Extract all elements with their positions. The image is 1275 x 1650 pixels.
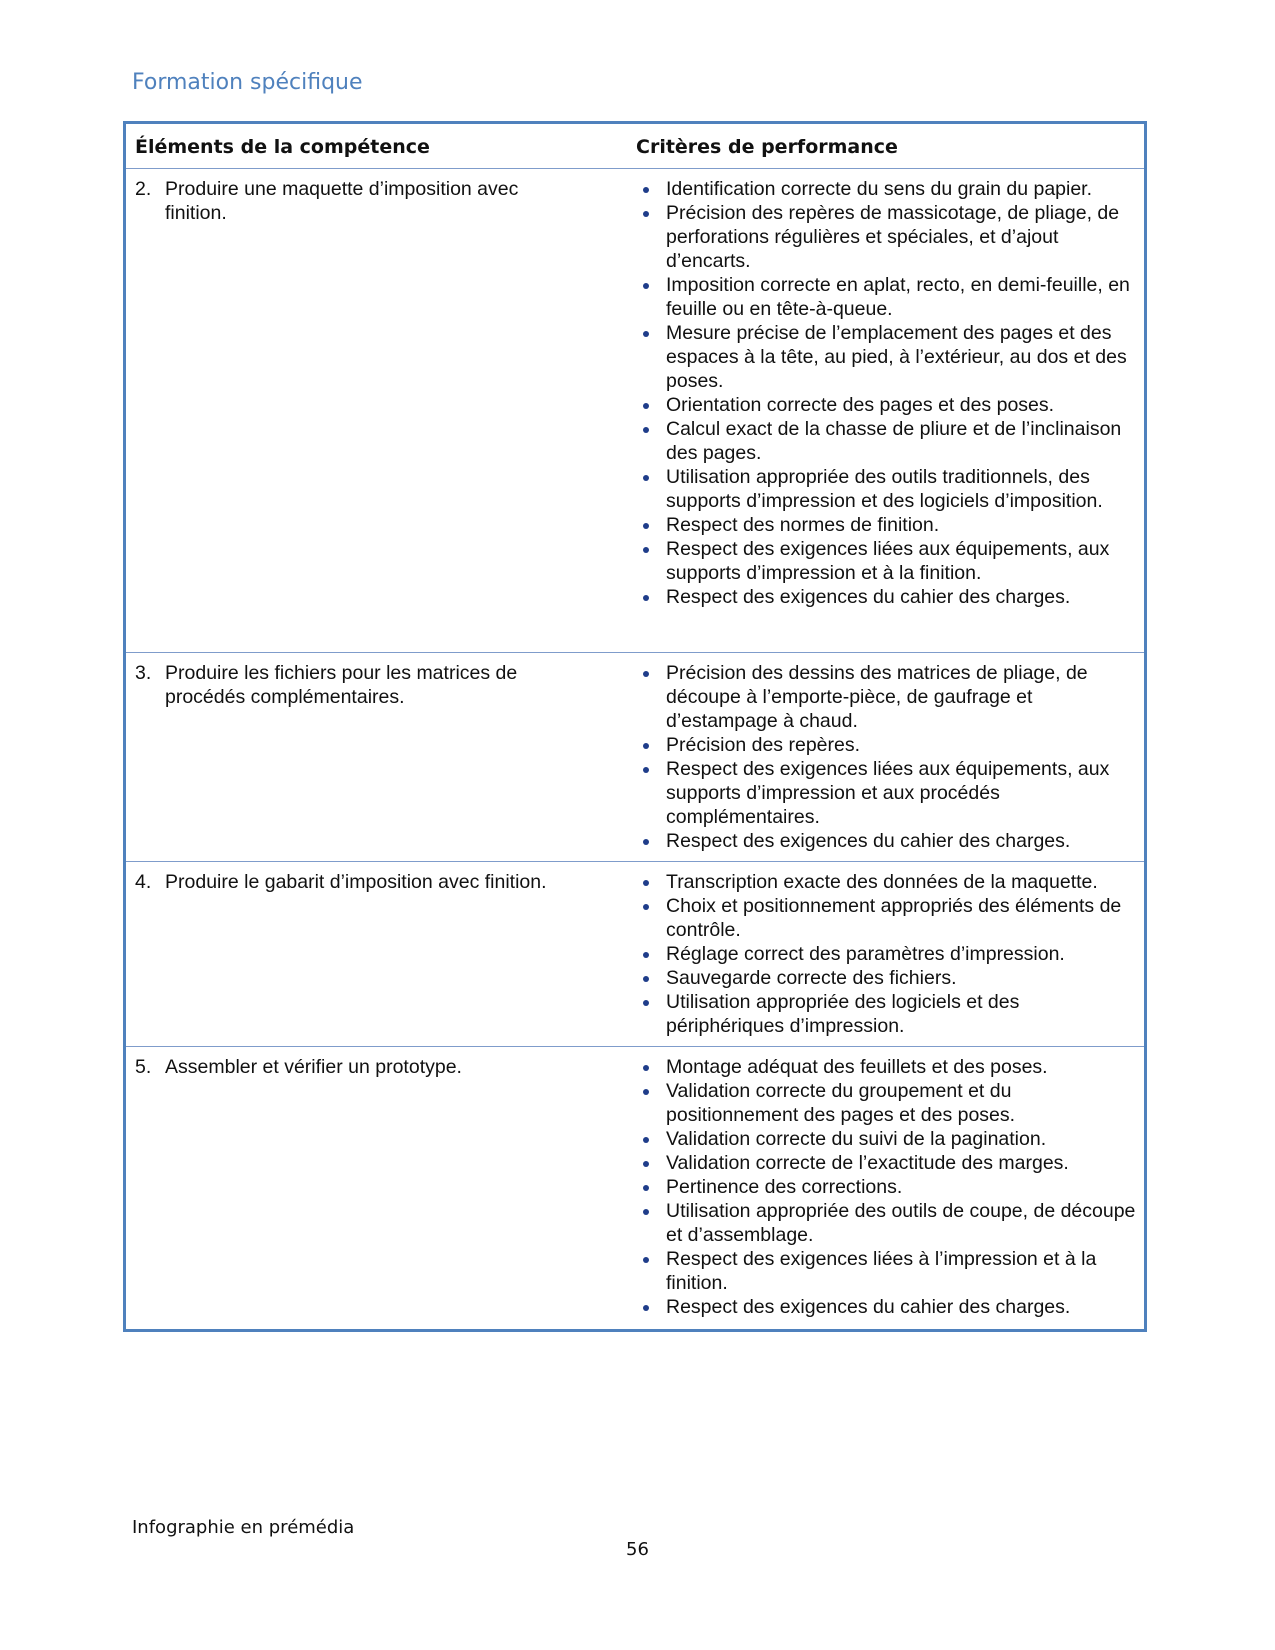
criterion-item: Respect des exigences liées aux équipements, aux supports d’impression et à la finition. bbox=[636, 537, 1138, 585]
element-number: 4. bbox=[135, 871, 152, 893]
criterion-item: Utilisation appropriée des outils traditionnels, des supports d’impression et des logiciels d’imposition. bbox=[636, 465, 1138, 513]
criterion-item: Sauvegarde correcte des fichiers. bbox=[636, 966, 1138, 990]
footer-program: Infographie en prémédia bbox=[132, 1517, 355, 1538]
table-row bbox=[126, 861, 1144, 1046]
section-title: Formation spécifique bbox=[132, 70, 363, 95]
competency-element bbox=[135, 870, 636, 894]
criterion-item: Utilisation appropriée des logiciels et des périphériques d’impression. bbox=[636, 990, 1138, 1038]
competency-element bbox=[135, 1055, 636, 1079]
element-text: Produire une maquette d’imposition avec finition. bbox=[165, 178, 519, 224]
criterion-item: Identification correcte du sens du grain du papier. bbox=[636, 177, 1138, 201]
criterion-item: Respect des normes de finition. bbox=[636, 513, 1138, 537]
table-header-row bbox=[126, 124, 1144, 169]
criterion-item: Imposition correcte en aplat, recto, en demi-feuille, en feuille ou en tête-à-queue. bbox=[636, 273, 1138, 321]
table-row bbox=[126, 652, 1144, 861]
criterion-item: Réglage correct des paramètres d’impression. bbox=[636, 942, 1138, 966]
criterion-item: Précision des repères de massicotage, de pliage, de perforations régulières et spéciales, et d’ajout d’encarts. bbox=[636, 201, 1138, 273]
criterion-item: Respect des exigences du cahier des charges. bbox=[636, 585, 1138, 609]
competency-element bbox=[135, 177, 636, 225]
criteria-list bbox=[636, 1055, 1138, 1319]
element-text: Produire le gabarit d’imposition avec finition. bbox=[165, 871, 547, 893]
criterion-item: Orientation correcte des pages et des poses. bbox=[636, 393, 1138, 417]
criterion-item: Validation correcte de l’exactitude des marges. bbox=[636, 1151, 1138, 1175]
element-number: 3. bbox=[135, 662, 152, 684]
criterion-item: Mesure précise de l’emplacement des pages et des espaces à la tête, au pied, à l’extérieur, au dos et des poses. bbox=[636, 321, 1138, 393]
criteria-list bbox=[636, 177, 1138, 609]
table-row bbox=[126, 169, 1144, 652]
element-number: 2. bbox=[135, 178, 152, 200]
element-text: Produire les fichiers pour les matrices de procédés complémentaires. bbox=[165, 662, 518, 708]
criterion-item: Calcul exact de la chasse de pliure et de l’inclinaison des pages. bbox=[636, 417, 1138, 465]
criterion-item: Respect des exigences liées à l’impression et à la finition. bbox=[636, 1247, 1138, 1295]
criterion-item: Respect des exigences du cahier des charges. bbox=[636, 829, 1138, 853]
criterion-item: Utilisation appropriée des outils de coupe, de découpe et d’assemblage. bbox=[636, 1199, 1138, 1247]
competency-table bbox=[123, 121, 1147, 1332]
competency-element bbox=[135, 661, 636, 709]
criterion-item: Précision des repères. bbox=[636, 733, 1138, 757]
criteria-list bbox=[636, 661, 1138, 853]
page-number: 56 bbox=[626, 1539, 649, 1560]
header-elements: Éléments de la compétence bbox=[135, 136, 430, 158]
criterion-item: Transcription exacte des données de la maquette. bbox=[636, 870, 1138, 894]
element-number: 5. bbox=[135, 1056, 152, 1078]
table-row bbox=[126, 1046, 1144, 1329]
criterion-item: Montage adéquat des feuillets et des poses. bbox=[636, 1055, 1138, 1079]
criterion-item: Pertinence des corrections. bbox=[636, 1175, 1138, 1199]
criterion-item: Respect des exigences liées aux équipements, aux supports d’impression et aux procédés complémentaires. bbox=[636, 757, 1138, 829]
criterion-item: Choix et positionnement appropriés des éléments de contrôle. bbox=[636, 894, 1138, 942]
header-criteria: Critères de performance bbox=[636, 136, 898, 158]
criterion-item: Respect des exigences du cahier des charges. bbox=[636, 1295, 1138, 1319]
criterion-item: Validation correcte du suivi de la pagination. bbox=[636, 1127, 1138, 1151]
criterion-item: Précision des dessins des matrices de pliage, de découpe à l’emporte-pièce, de gaufrage et d’estampage à chaud. bbox=[636, 661, 1138, 733]
criterion-item: Validation correcte du groupement et du positionnement des pages et des poses. bbox=[636, 1079, 1138, 1127]
element-text: Assembler et vérifier un prototype. bbox=[165, 1056, 462, 1078]
criteria-list bbox=[636, 870, 1138, 1038]
